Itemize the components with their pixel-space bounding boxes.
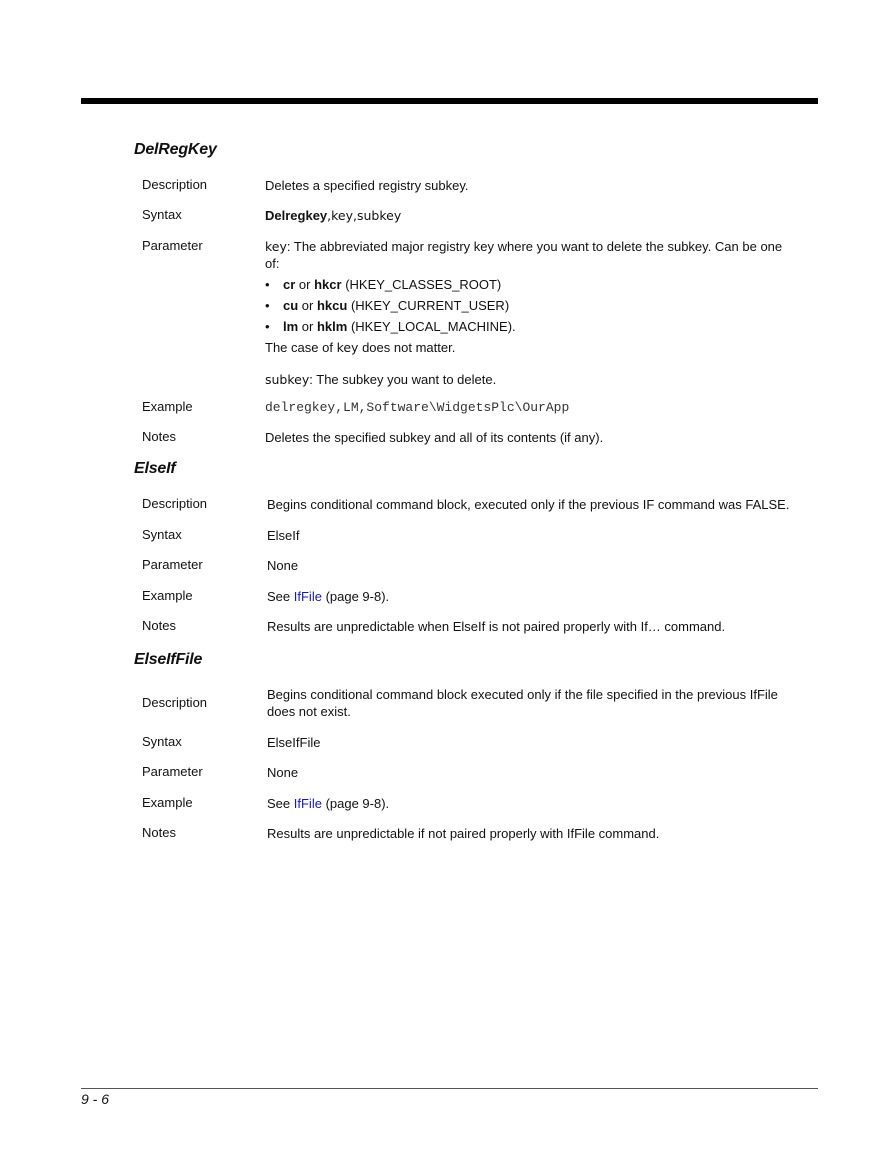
row-value: Begins conditional command block, executed only if the previous IF command was FALSE. <box>267 497 790 512</box>
subkey-description <box>265 371 795 388</box>
row-label: Example <box>142 795 193 810</box>
bullet-icon: • <box>265 319 270 334</box>
bullet-or: or <box>298 277 311 292</box>
example-value <box>267 588 797 605</box>
row-label: Description <box>142 177 208 192</box>
key-description <box>265 238 795 272</box>
section-title: DelRegKey <box>134 141 217 158</box>
case-note <box>265 339 795 356</box>
bullet-or: or <box>301 319 314 334</box>
param-key-name: key <box>265 239 287 254</box>
row-label: Parameter <box>142 764 203 779</box>
bullet-abbrev-alt: hklm <box>316 319 348 334</box>
param-subkey-name: subkey <box>265 372 310 387</box>
bullet-item <box>265 276 795 293</box>
row-label: Description <box>142 496 208 511</box>
row-label: Syntax <box>142 527 182 542</box>
row-label: Description <box>142 695 208 710</box>
section-title: ElseIf <box>134 460 176 477</box>
row-value: Deletes a specified registry subkey. <box>265 178 469 193</box>
bullet-item <box>265 318 795 335</box>
bullet-icon: • <box>265 277 270 292</box>
example-prefix: See <box>267 796 291 811</box>
row-label: Example <box>142 588 193 603</box>
row-value: None <box>267 765 299 780</box>
bullet-icon: • <box>265 298 270 313</box>
param-subkey-desc: : The subkey you want to delete. <box>309 372 497 387</box>
header-rule <box>81 98 818 104</box>
example-suffix: (page 9-8). <box>325 796 390 811</box>
page-number: 9 - 6 <box>81 1091 110 1107</box>
example-code: delregkey,LM,Software\WidgetsPlc\OurApp <box>265 400 570 415</box>
case-prefix: The case of <box>265 340 333 355</box>
row-value: ElseIfFile <box>267 735 321 750</box>
iffile-link[interactable]: IfFile <box>293 589 322 604</box>
row-label: Example <box>142 399 193 414</box>
row-value: Results are unpredictable if not paired properly with IfFile command. <box>267 826 660 841</box>
param-key-desc: : The abbreviated major registry key where you want to delete the subkey. Can be one of: <box>265 239 783 271</box>
bullet-abbrev: cr <box>283 277 296 292</box>
row-value: ElseIf <box>267 528 300 543</box>
iffile-link[interactable]: IfFile <box>293 796 322 811</box>
bullet-abbrev-alt: hkcr <box>314 277 342 292</box>
syntax-args: ,key,subkey <box>327 208 402 223</box>
row-label: Parameter <box>142 238 203 253</box>
parameter-value <box>265 238 795 388</box>
row-value: Results are unpredictable when ElseIf is not paired properly with If… command. <box>267 619 726 634</box>
bullet-abbrev-alt: hkcu <box>316 298 348 313</box>
row-label: Notes <box>142 429 176 444</box>
example-suffix: (page 9-8). <box>325 589 390 604</box>
example-prefix: See <box>267 589 291 604</box>
bullet-abbrev: cu <box>283 298 299 313</box>
syntax-command: Delregkey <box>265 208 328 223</box>
bullet-fullname: (HKEY_LOCAL_MACHINE). <box>350 319 516 334</box>
bullet-abbrev: lm <box>283 319 299 334</box>
case-key: key <box>336 340 359 355</box>
syntax-value <box>265 207 795 224</box>
row-label: Syntax <box>142 734 182 749</box>
example-value <box>267 795 797 812</box>
row-value: None <box>267 558 299 573</box>
footer-rule <box>81 1088 818 1089</box>
row-value: Deletes the specified subkey and all of its contents (if any). <box>265 430 604 445</box>
section-title: ElseIfFile <box>134 651 203 668</box>
row-value: Begins conditional command block executed only if the file specified in the previous IfFile does not exist. <box>267 687 778 719</box>
bullet-or: or <box>301 298 314 313</box>
row-label: Parameter <box>142 557 203 572</box>
bullet-fullname: (HKEY_CURRENT_USER) <box>350 298 510 313</box>
row-label: Syntax <box>142 207 182 222</box>
row-label: Notes <box>142 618 176 633</box>
bullet-fullname: (HKEY_CLASSES_ROOT) <box>345 277 502 292</box>
row-label: Notes <box>142 825 176 840</box>
case-suffix: does not matter. <box>362 340 456 355</box>
bullet-item <box>265 297 795 314</box>
